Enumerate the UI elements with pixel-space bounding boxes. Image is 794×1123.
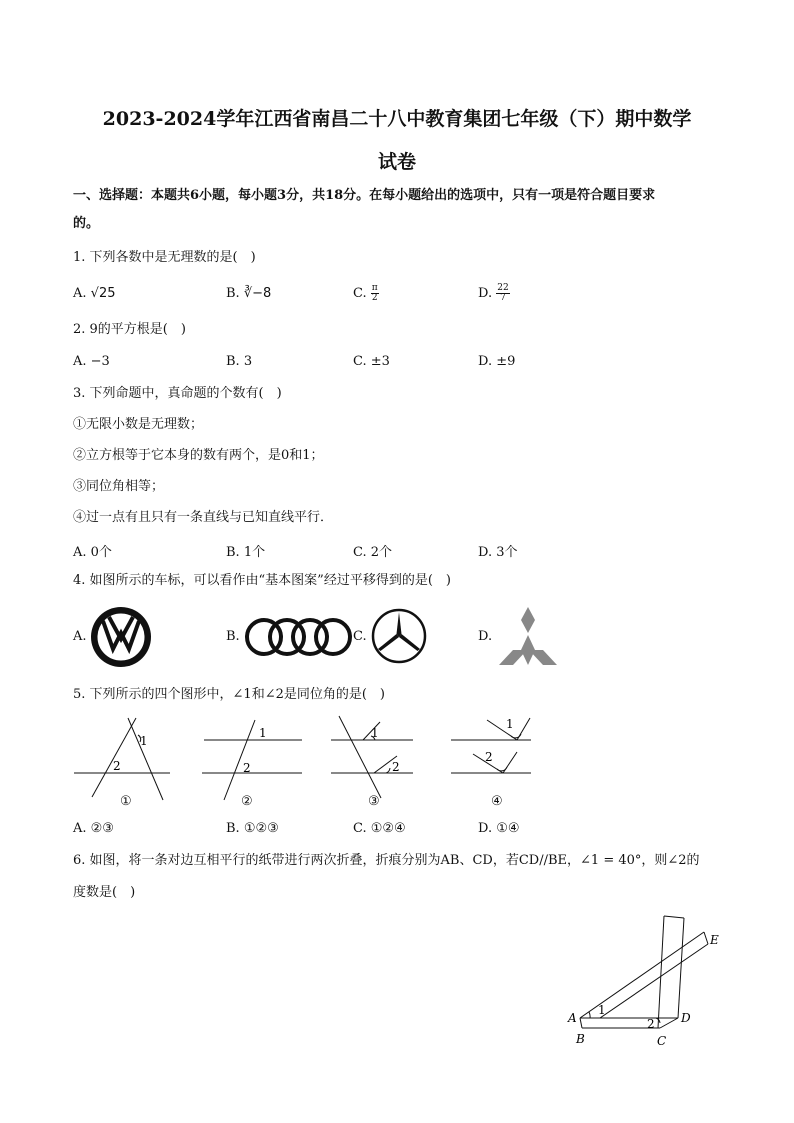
page-title-line1: 2023-2024学年江西省南昌二十八中教育集团七年级（下）期中数学 xyxy=(102,108,692,130)
q6-point-C: C xyxy=(657,1034,667,1048)
q5-figure-1-label: ① xyxy=(120,794,132,809)
q6-stem-line2: 度数是( ) xyxy=(73,885,136,900)
q1-option-c xyxy=(353,284,379,303)
q5-fig3-angle-1: 1 xyxy=(371,726,379,740)
q1-c-fraction xyxy=(371,284,379,303)
q5-option-a: A. ②③ xyxy=(73,821,114,836)
q2-stem: 2. 9的平方根是( ) xyxy=(73,322,186,337)
q1-d-fraction xyxy=(496,284,509,303)
q3-option-b: B. 1个 xyxy=(226,545,266,560)
q5-fig2-angle-1: 1 xyxy=(259,726,267,740)
section-header-line1: 一、选择题：本题共6小题，每小题3分，共18分。在每小题给出的选项中，只有一项是符合题目要求 xyxy=(73,188,656,203)
q6-point-A: A xyxy=(568,1011,577,1025)
q3-option-a: A. 0个 xyxy=(73,545,112,560)
q2-option-d: D. ±9 xyxy=(478,354,516,369)
page-title-line2: 试卷 xyxy=(377,151,416,173)
q3-statement-1: ①无限小数是无理数； xyxy=(73,417,204,432)
q3-statement-3: ③同位角相等； xyxy=(73,479,165,494)
q5-fig1-angle-1: 1 xyxy=(140,734,148,748)
q2-option-a: A. −3 xyxy=(73,354,110,369)
section-header-line2: 的。 xyxy=(73,216,100,231)
q1-a-value: √25 xyxy=(90,286,116,301)
audi-rings-icon xyxy=(244,615,352,659)
q5-fig4-angle-1: 1 xyxy=(506,717,514,731)
q5-figure-2-label: ② xyxy=(241,794,253,809)
q1-d-numerator: 22 xyxy=(497,283,509,293)
q1-c-numerator: π xyxy=(371,283,378,293)
q3-stem: 3. 下列命题中，真命题的个数有( ) xyxy=(73,386,282,401)
q6-figure xyxy=(560,910,740,1055)
q5-option-c: C. ①②④ xyxy=(353,821,406,836)
q6-point-B: B xyxy=(576,1032,585,1046)
q5-fig2-angle-2: 2 xyxy=(243,761,251,775)
vw-logo-icon xyxy=(89,605,153,669)
q4-stem: 4. 如图所示的车标，可以看作由“基本图案”经过平移得到的是( ) xyxy=(73,573,451,588)
q5-fig3-angle-2: 2 xyxy=(392,760,400,774)
q5-fig1-angle-2: 2 xyxy=(113,759,121,773)
q5-fig4-angle-2: 2 xyxy=(485,750,493,764)
q1-b-label: B. xyxy=(226,286,240,301)
q1-c-label: C. xyxy=(353,286,367,301)
q5-figure-3-label: ③ xyxy=(368,794,380,809)
q3-statement-2: ②立方根等于它本身的数有两个，是0和1； xyxy=(73,448,324,463)
q4-option-d: D. xyxy=(478,629,493,644)
q1-a-label: A. xyxy=(73,286,87,301)
q2-option-b: B. 3 xyxy=(226,354,253,369)
q1-d-label: D. xyxy=(478,286,493,301)
q1-d-denominator: 7 xyxy=(500,293,506,303)
q1-b-value: ∛−8 xyxy=(243,286,272,301)
q4-option-c: C. xyxy=(353,629,367,644)
q2-option-c: C. ±3 xyxy=(353,354,390,369)
q6-angle-1: 1 xyxy=(598,1003,606,1017)
q5-figure-3 xyxy=(325,712,435,808)
q5-figure-2 xyxy=(198,712,308,808)
q1-stem: 1. 下列各数中是无理数的是( ) xyxy=(73,250,256,265)
q1-c-denominator: 2 xyxy=(371,293,378,303)
q5-stem: 5. 下列所示的四个图形中，∠1和∠2是同位角的是( ) xyxy=(73,687,386,702)
q3-option-c: C. 2个 xyxy=(353,545,393,560)
q5-option-d: D. ①④ xyxy=(478,821,520,836)
q6-stem-line1: 6. 如图，将一条对边互相平行的纸带进行两次折叠，折痕分别为AB、CD，若CD//BE，∠1 = 40°，则∠2的 xyxy=(73,853,700,868)
q1-option-a xyxy=(73,286,116,301)
q4-option-a: A. xyxy=(73,629,87,644)
q3-option-d: D. 3个 xyxy=(478,545,518,560)
mitsubishi-diamonds-icon xyxy=(497,605,559,667)
q6-angle-2: 2 xyxy=(647,1017,655,1031)
q6-point-D: D xyxy=(681,1011,691,1025)
q5-figure-4-label: ④ xyxy=(491,794,503,809)
q4-option-b: B. xyxy=(226,629,240,644)
q6-point-E: E xyxy=(710,933,719,947)
q3-statement-4: ④过一点有且只有一条直线与已知直线平行． xyxy=(73,510,334,525)
mercedes-star-icon xyxy=(370,607,428,665)
q1-option-b xyxy=(226,286,271,301)
q1-option-d xyxy=(478,284,510,303)
q5-option-b: B. ①②③ xyxy=(226,821,279,836)
